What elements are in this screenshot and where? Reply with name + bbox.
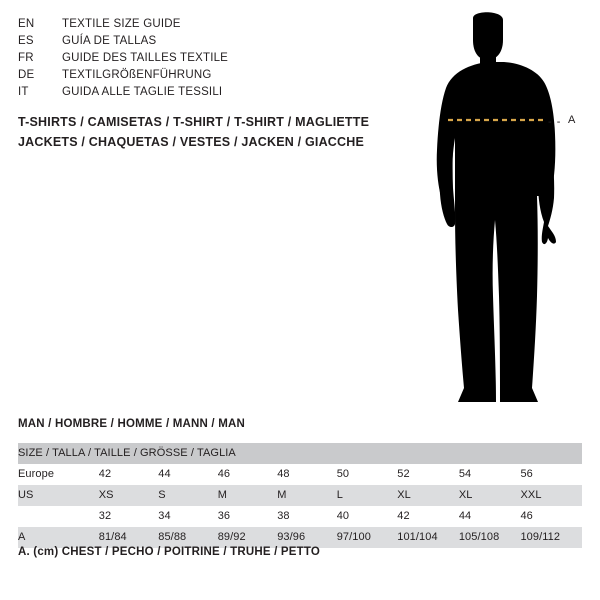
table-cell: M — [217, 489, 227, 501]
language-row — [18, 50, 378, 67]
table-cell: 50 — [336, 468, 350, 480]
language-list — [18, 16, 378, 101]
table-cell: 46 — [217, 468, 231, 480]
table-cell: 54 — [458, 468, 472, 480]
table-cell: 48 — [277, 468, 290, 480]
category-jackets: JACKETS / CHAQUETAS / VESTES / JACKEN / GIACCHE — [18, 135, 365, 149]
male-silhouette-icon — [400, 10, 600, 410]
language-text: GUIDE DES TAILLES TEXTILE — [62, 52, 229, 64]
table-cell: 44 — [158, 468, 171, 480]
table-cell: 42 — [98, 468, 112, 480]
table-cell: 105/108 — [458, 531, 500, 543]
table-header-row — [18, 443, 582, 464]
callout-label-a: A — [568, 114, 576, 126]
table-header-label: SIZE / TALLA / TAILLE / GRÖSSE / TAGLIA — [18, 447, 236, 459]
language-text: TEXTILE SIZE GUIDE — [62, 18, 181, 30]
callout-dash-line: - - — [548, 116, 562, 128]
table-group-title: MAN / HOMBRE / HOMME / MANN / MAN — [18, 418, 246, 430]
table-cell: 42 — [397, 510, 410, 522]
table-cell: 85/88 — [158, 531, 187, 543]
row-label — [18, 506, 99, 527]
language-code: DE — [18, 69, 35, 81]
language-code: IT — [18, 86, 29, 98]
table-cell: 40 — [336, 510, 350, 522]
table-cell: 101/104 — [397, 531, 438, 543]
table-cell: S — [158, 489, 166, 501]
table-cell: XL — [458, 489, 473, 501]
table-row — [18, 527, 582, 548]
table-row — [18, 464, 582, 485]
size-table — [18, 443, 582, 548]
language-code: EN — [18, 18, 35, 30]
category-tshirts: T-SHIRTS / CAMISETAS / T-SHIRT / T-SHIRT / MAGLIETTE — [18, 115, 370, 129]
table-cell: 36 — [217, 510, 231, 522]
row-label: A — [18, 531, 26, 543]
language-text: GUÍA DE TALLAS — [62, 35, 157, 47]
table-cell: XL — [397, 489, 411, 501]
language-code: ES — [18, 35, 34, 47]
table-cell: 93/96 — [277, 531, 306, 543]
table-cell: 34 — [158, 510, 171, 522]
language-code: FR — [18, 52, 34, 64]
table-cell: 46 — [520, 510, 533, 522]
category-list — [18, 112, 438, 152]
measurement-footnote: A. (cm) CHEST / PECHO / POITRINE / TRUHE / PETTO — [18, 546, 321, 558]
language-text: GUIDA ALLE TAGLIE TESSILI — [62, 86, 223, 98]
row-label: Europe — [18, 468, 55, 480]
table-cell: 44 — [458, 510, 472, 522]
language-row — [18, 33, 378, 50]
table-cell: 32 — [98, 510, 112, 522]
table-cell: XXL — [520, 489, 542, 501]
table-cell: 56 — [520, 468, 533, 480]
table-cell: 81/84 — [98, 531, 127, 543]
table-cell: 97/100 — [336, 531, 371, 543]
language-row — [18, 16, 378, 33]
table-cell: 109/112 — [520, 531, 561, 543]
language-text: TEXTILGRÖßENFÜHRUNG — [62, 69, 212, 81]
row-label: US — [18, 489, 34, 501]
table-cell: 52 — [397, 468, 410, 480]
table-cell: 38 — [277, 510, 290, 522]
table-row — [18, 506, 582, 527]
table-cell: XS — [98, 489, 114, 501]
mannequin-figure — [400, 10, 600, 410]
table-cell: L — [336, 489, 343, 501]
table-cell: M — [277, 489, 287, 501]
table-row — [18, 485, 582, 506]
table-cell: 89/92 — [217, 531, 246, 543]
language-row — [18, 84, 378, 101]
language-row — [18, 67, 378, 84]
